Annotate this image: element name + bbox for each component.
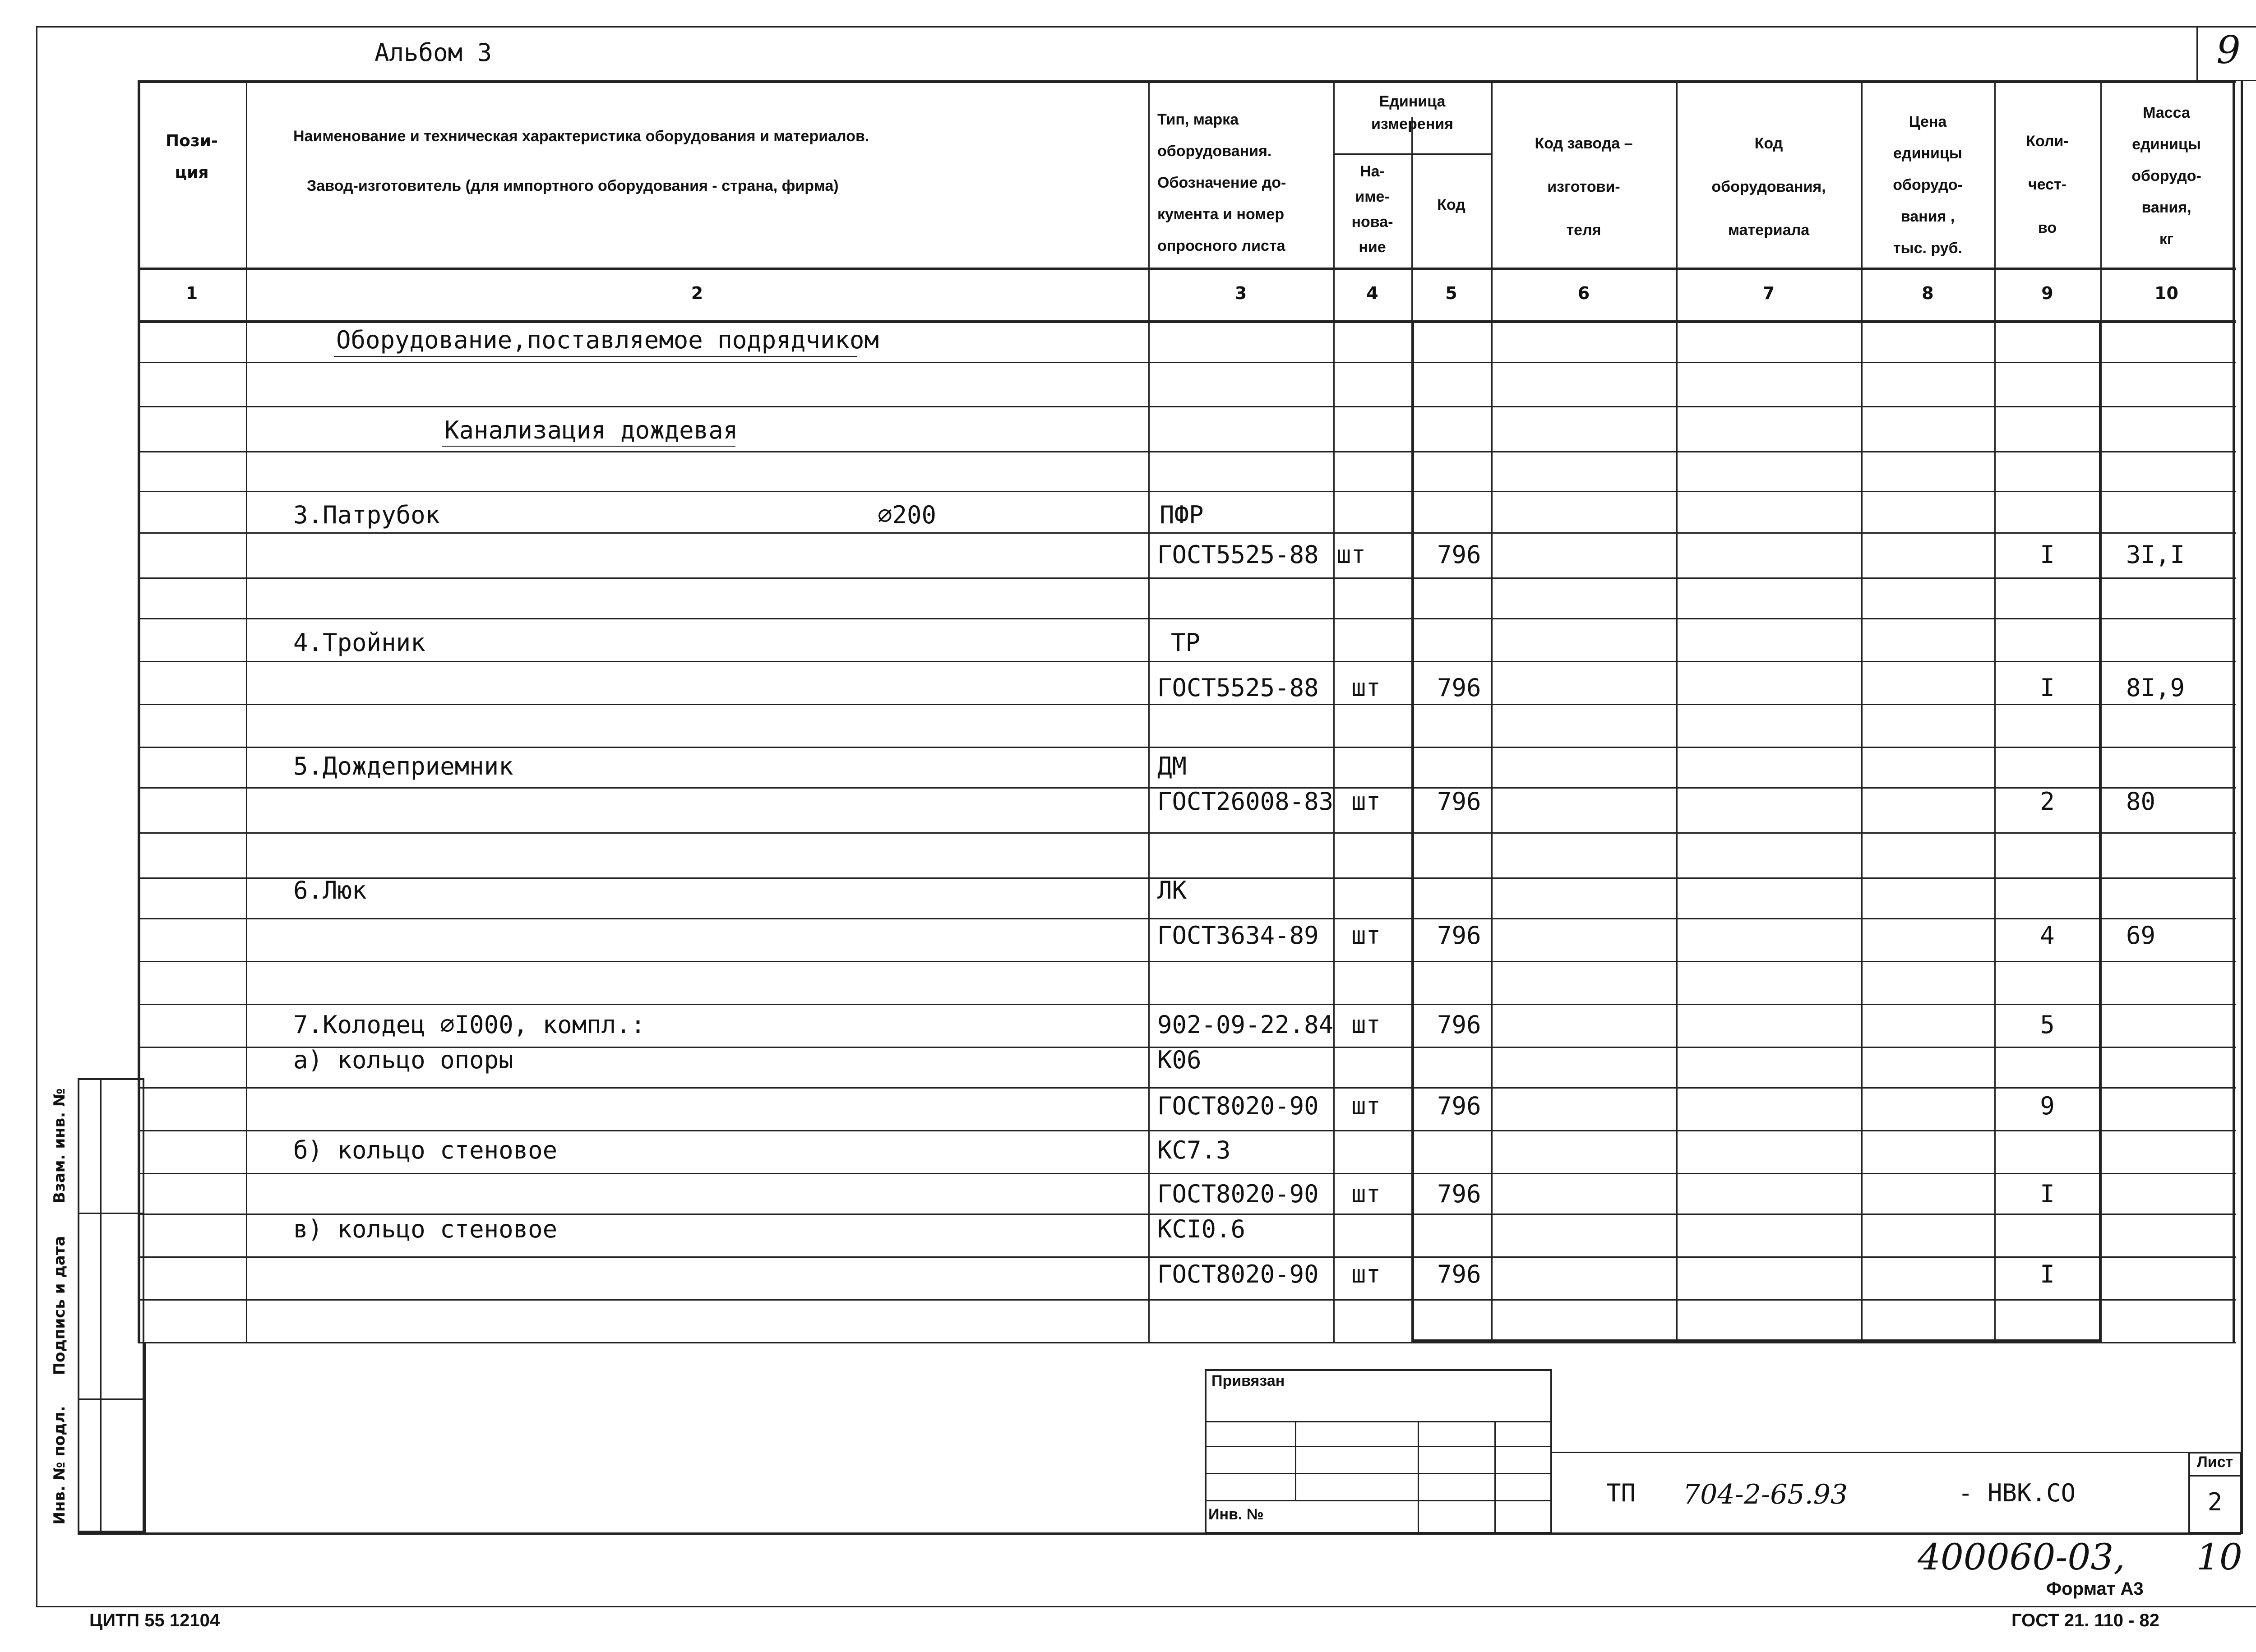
- side-stamp-podpis: Подпись и дата: [51, 1236, 69, 1375]
- privyazan-line: [1205, 1421, 1552, 1422]
- item-unit-code: 796: [1437, 1011, 1481, 1039]
- header-unit-group: Единица измерения: [1371, 93, 1453, 133]
- item-doc: ГОСТ8020-90: [1157, 1092, 1319, 1120]
- side-stamp-line: [78, 1213, 144, 1214]
- item-unit-code: 796: [1437, 674, 1481, 702]
- privyazan-line: [1205, 1473, 1552, 1474]
- row-line: [138, 577, 2236, 579]
- col-line-3: [1333, 80, 1335, 1342]
- item-qty: I: [2040, 1260, 2055, 1288]
- subsection-title-underline: [442, 446, 735, 447]
- album-title: Альбом 3: [374, 38, 492, 67]
- item-name: в) кольцо стеновое: [293, 1215, 558, 1243]
- row-line: [138, 1173, 2236, 1174]
- item-unit-code: 796: [1437, 1092, 1481, 1120]
- item-unit: шт: [1351, 1180, 1381, 1208]
- header-name-line2: Завод-изготовитель (для импортного оборудования - страна, фирма): [307, 177, 839, 194]
- privyazan-line: [1205, 1446, 1552, 1447]
- col-line-2: [1148, 80, 1150, 1342]
- item-doc: ГОСТ26008-83: [1157, 787, 1334, 816]
- row-line: [138, 661, 2236, 662]
- item-unit-code: 796: [1437, 540, 1481, 569]
- item-unit: шт: [1351, 921, 1381, 950]
- col-line-1: [246, 80, 247, 1342]
- item-doc: ГОСТ5525-88: [1157, 674, 1319, 702]
- item-unit-code: 796: [1437, 787, 1481, 816]
- row-line: [138, 1342, 2236, 1343]
- unit-group-divider: [1333, 153, 1491, 155]
- row-line: [138, 451, 2236, 452]
- header-position: Пози- ция: [166, 132, 218, 182]
- privyazan-col: [1418, 1421, 1419, 1534]
- privyazan-label: Привязан: [1211, 1372, 1285, 1389]
- bottom-border: [78, 1532, 2241, 1535]
- item-doc: 902-09-22.84: [1157, 1011, 1334, 1039]
- row-line: [138, 1004, 2236, 1005]
- row-line: [138, 618, 2236, 619]
- row-line: [138, 491, 2236, 492]
- item-doc: ГОСТ3634-89: [1157, 921, 1319, 950]
- subsection-title: Канализация дождевая: [444, 416, 738, 444]
- row-line: [138, 1130, 2236, 1131]
- footer-right: ГОСТ 21. 110 - 82: [2011, 1610, 2159, 1630]
- row-line: [138, 1299, 2236, 1301]
- col-number-1: 1: [185, 283, 198, 303]
- row-line: [138, 532, 2236, 534]
- stamp-code: - НВК.СО: [1958, 1479, 2076, 1507]
- item-type: КС7.3: [1157, 1136, 1231, 1164]
- sheet-number: 2: [2207, 1488, 2223, 1516]
- item-unit: шт: [1351, 674, 1381, 702]
- item-doc: ГОСТ8020-90: [1157, 1180, 1319, 1208]
- section-title-underline: [334, 356, 857, 357]
- col-number-2: 2: [691, 283, 703, 303]
- item-doc: ГОСТ5525-88: [1157, 540, 1319, 569]
- side-stamp-divider: [100, 1078, 102, 1532]
- item-qty: 9: [2040, 1092, 2055, 1120]
- item-unit: шт: [1336, 540, 1366, 569]
- item-qty: 4: [2040, 921, 2055, 950]
- item-type: ДМ: [1157, 752, 1187, 780]
- item-qty: 5: [2040, 1011, 2055, 1039]
- item-unit-code: 796: [1437, 921, 1481, 950]
- item-type: К06: [1157, 1046, 1202, 1074]
- row-line: [138, 406, 2236, 407]
- item-type: ТР: [1171, 628, 1201, 657]
- table-top-border: [138, 80, 2236, 83]
- item-mass: 8I,9: [2126, 674, 2185, 702]
- footer-left: ЦИТП 55 12104: [89, 1610, 220, 1630]
- col-number-9: 9: [2041, 283, 2053, 303]
- stamp-tp: ТП: [1606, 1479, 1636, 1507]
- bottom-left-line: [144, 1342, 146, 1532]
- handwritten-number: 400060-03,: [1918, 1536, 2125, 1578]
- item-name: 7.Колодец ∅I000, компл.:: [293, 1011, 646, 1039]
- item-diameter: ∅200: [878, 501, 937, 529]
- item-name: 5.Дождеприемник: [293, 752, 513, 780]
- row-line: [138, 747, 2236, 748]
- inv-label: Инв. №: [1208, 1506, 1264, 1523]
- item-qty: I: [2040, 674, 2055, 702]
- side-stamp-inv: Инв. № подл.: [51, 1406, 69, 1525]
- item-name: 4.Тройник: [293, 628, 425, 657]
- row-line: [138, 704, 2236, 705]
- item-qty: 2: [2040, 787, 2055, 816]
- row-line: [138, 1087, 2236, 1089]
- item-name: 3.Патрубок: [293, 501, 440, 529]
- header-unit-code: Код: [1437, 196, 1465, 213]
- item-type: КСI0.6: [1157, 1215, 1246, 1243]
- item-mass: 69: [2126, 921, 2156, 950]
- item-qty: I: [2040, 1180, 2055, 1208]
- col-number-8: 8: [1922, 283, 1934, 303]
- right-border: [2241, 80, 2243, 1534]
- item-name: б) кольцо стеновое: [293, 1136, 558, 1164]
- row-line: [138, 362, 2236, 363]
- handwritten-page: 10: [2196, 1536, 2242, 1578]
- item-unit: шт: [1351, 1092, 1381, 1120]
- row-line: [138, 832, 2236, 834]
- item-type: ЛК: [1157, 876, 1187, 904]
- privyazan-line: [1205, 1500, 1552, 1501]
- col-number-7: 7: [1762, 283, 1775, 303]
- item-unit: шт: [1351, 1011, 1381, 1039]
- item-unit: шт: [1351, 787, 1381, 816]
- header-factory-code: Код завода – изготови- теля: [1535, 135, 1633, 239]
- row-line: [138, 961, 2236, 962]
- header-unit-name: На- име- нова- ние: [1351, 163, 1393, 256]
- item-doc: ГОСТ8020-90: [1157, 1260, 1319, 1288]
- header-name-line1: Наименование и техническая характеристика оборудования и материалов.: [293, 128, 869, 145]
- col-number-10: 10: [2154, 283, 2178, 303]
- section-title: Оборудование,поставляемое подрядчиком: [336, 326, 879, 354]
- row-line: [138, 918, 2236, 919]
- col-number-5: 5: [1445, 283, 1457, 303]
- sheet-label: Лист: [2196, 1454, 2233, 1471]
- item-name: 6.Люк: [293, 876, 367, 904]
- col-number-4: 4: [1366, 283, 1378, 303]
- row-line: [138, 1256, 2236, 1258]
- col-number-3: 3: [1234, 283, 1247, 303]
- item-unit-code: 796: [1437, 1180, 1481, 1208]
- col-line-10: [2233, 80, 2235, 1342]
- stamp-doc-number: 704-2-65.93: [1683, 1479, 1848, 1510]
- page-number-top: 9: [2216, 28, 2241, 72]
- item-name: а) кольцо опоры: [293, 1046, 513, 1074]
- item-mass: 80: [2126, 787, 2156, 816]
- item-unit-code: 796: [1437, 1260, 1481, 1288]
- header-type: Тип, марка оборудования. Обозначение до- кумента и номер опросного листа: [1157, 111, 1286, 254]
- side-stamp-vzam: Взам. инв. №: [51, 1088, 69, 1204]
- privyazan-col: [1494, 1421, 1496, 1534]
- item-unit: шт: [1351, 1260, 1381, 1288]
- sheet-box-line: [2188, 1475, 2242, 1477]
- header-quantity: Коли- чест- во: [2026, 133, 2069, 236]
- header-equipment-code: Код оборудования, материала: [1711, 135, 1826, 239]
- col-number-6: 6: [1577, 283, 1590, 303]
- header-price: Цена единицы оборудо- вания , тыс. руб.: [1893, 113, 1963, 257]
- header-bottom-border: [138, 268, 2236, 270]
- item-mass: 3I,I: [2126, 540, 2185, 569]
- item-type: ПФР: [1160, 501, 1204, 529]
- side-stamp: [78, 1078, 144, 1532]
- privyazan-col: [1295, 1421, 1296, 1500]
- item-qty: I: [2040, 540, 2055, 569]
- stamp-top-line: [1552, 1452, 2242, 1453]
- format-label: Формат А3: [2046, 1579, 2144, 1599]
- header-mass: Масса единицы оборудо- вания, кг: [2131, 104, 2201, 248]
- side-stamp-line: [78, 1398, 144, 1400]
